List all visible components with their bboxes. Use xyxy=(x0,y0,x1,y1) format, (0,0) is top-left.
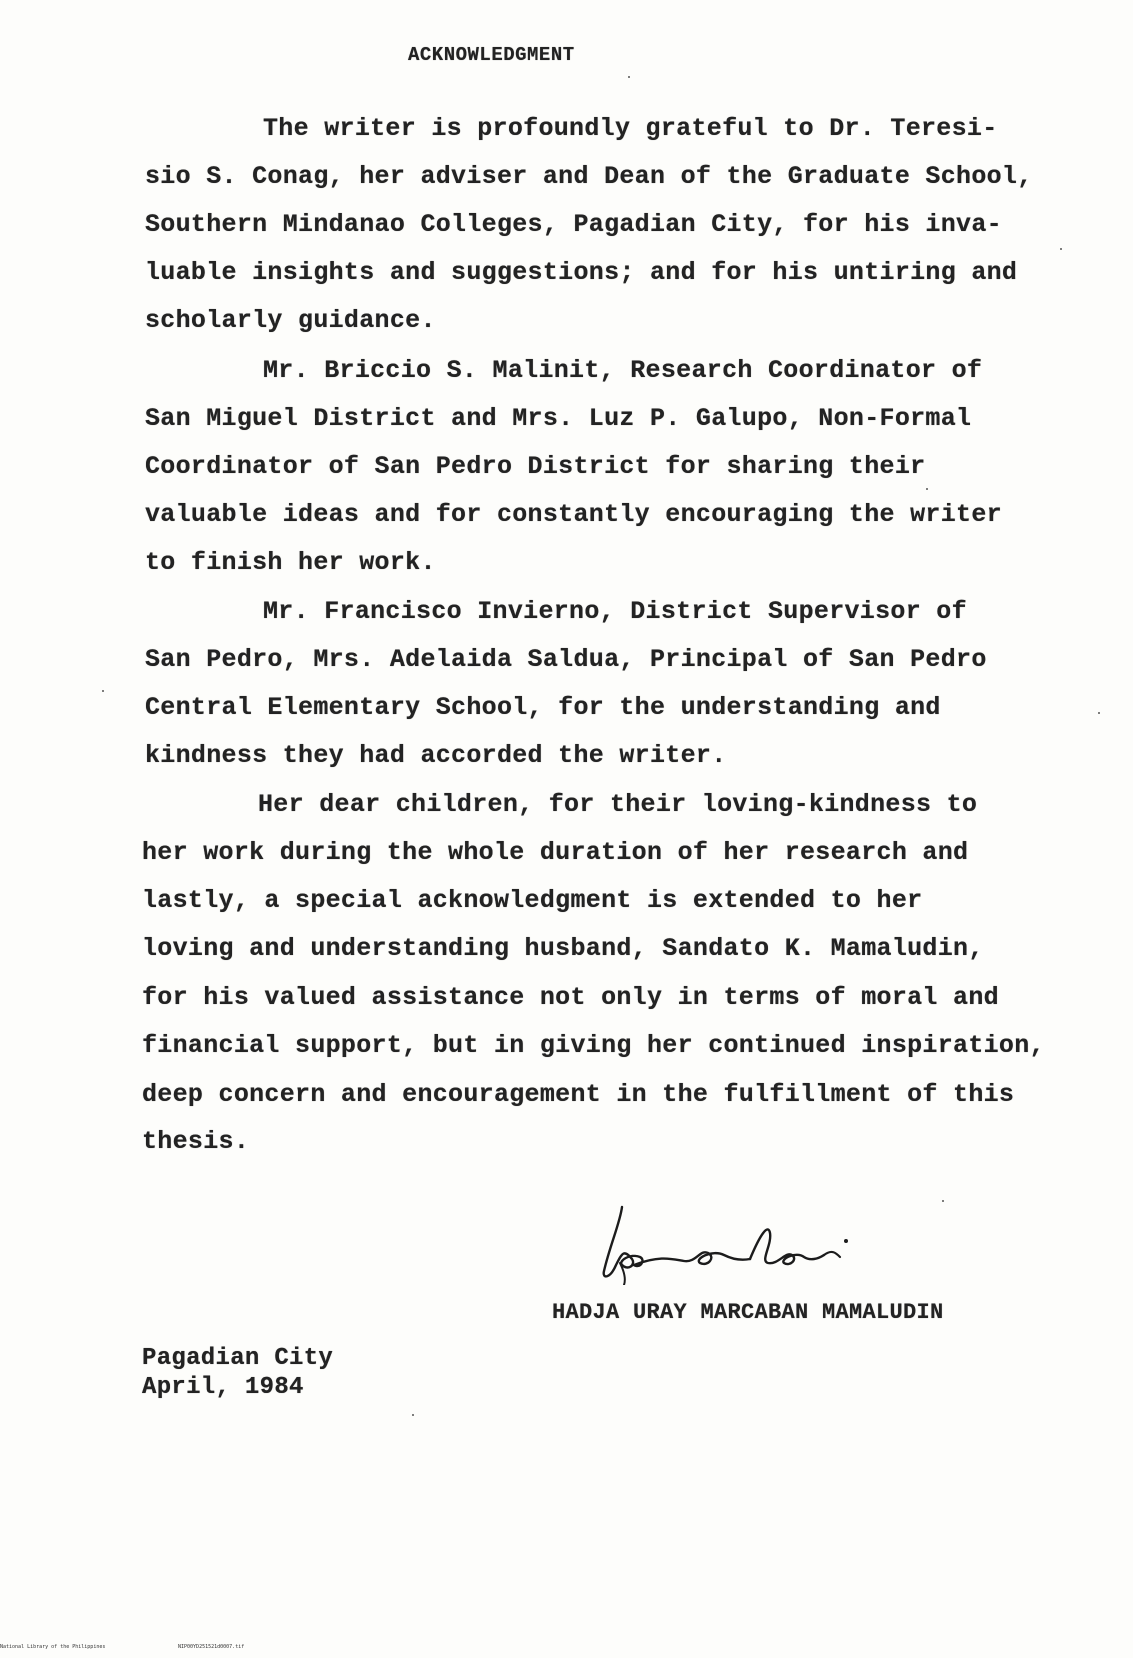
page-title: ACKNOWLEDGMENT xyxy=(408,44,575,66)
body-line: luable insights and suggestions; and for his untiring and xyxy=(145,258,1018,287)
body-line: to finish her work. xyxy=(145,548,436,577)
scan-speck xyxy=(412,1414,414,1416)
body-line: Southern Mindanao Colleges, Pagadian City, for his inva- xyxy=(145,210,1002,239)
body-line: thesis. xyxy=(142,1127,250,1156)
date-line: April, 1984 xyxy=(142,1374,304,1401)
body-line: The writer is profoundly grateful to Dr. Teresi- xyxy=(263,114,998,143)
scan-speck xyxy=(102,690,104,692)
body-line: lastly, a special acknowledgment is extended to her xyxy=(142,886,923,915)
scan-footer xyxy=(0,1644,245,1650)
body-line: Mr. Francisco Invierno, District Supervisor of xyxy=(263,597,967,626)
body-line: San Pedro, Mrs. Adelaida Saldua, Principal of San Pedro xyxy=(145,645,987,674)
scan-speck xyxy=(1060,248,1062,250)
scan-speck xyxy=(1098,712,1100,714)
body-line: kindness they had accorded the writer. xyxy=(145,741,727,770)
body-line: financial support, but in giving her continued inspiration, xyxy=(142,1031,1045,1060)
body-line: scholarly guidance. xyxy=(145,306,436,335)
catalog-id: NIP00YD251521d0007.tif xyxy=(178,1644,245,1650)
body-line: deep concern and encouragement in the fulfillment of this xyxy=(142,1080,1015,1109)
handwritten-signature xyxy=(600,1205,910,1285)
body-line: San Miguel District and Mrs. Luz P. Galupo, Non-Formal xyxy=(145,404,972,433)
library-label: National Library of the Philippines xyxy=(0,1644,106,1650)
body-line: loving and understanding husband, Sandato K. Mamaludin, xyxy=(142,934,984,963)
body-line: Her dear children, for their loving-kindness to xyxy=(258,790,978,819)
place-line: Pagadian City xyxy=(142,1345,334,1372)
signer-name: HADJA URAY MARCABAN MAMALUDIN xyxy=(552,1300,944,1325)
body-line: for his valued assistance not only in terms of moral and xyxy=(142,983,999,1012)
body-line: sio S. Conag, her adviser and Dean of the Graduate School, xyxy=(145,162,1033,191)
scan-speck xyxy=(926,488,928,490)
body-line: valuable ideas and for constantly encouraging the writer xyxy=(145,500,1002,529)
scan-speck xyxy=(628,76,630,78)
body-line: her work during the whole duration of her research and xyxy=(142,838,969,867)
body-line: Coordinator of San Pedro District for sharing their xyxy=(145,452,926,481)
body-line: Central Elementary School, for the understanding and xyxy=(145,693,941,722)
body-line: Mr. Briccio S. Malinit, Research Coordinator of xyxy=(263,356,983,385)
scan-speck xyxy=(942,1200,944,1202)
